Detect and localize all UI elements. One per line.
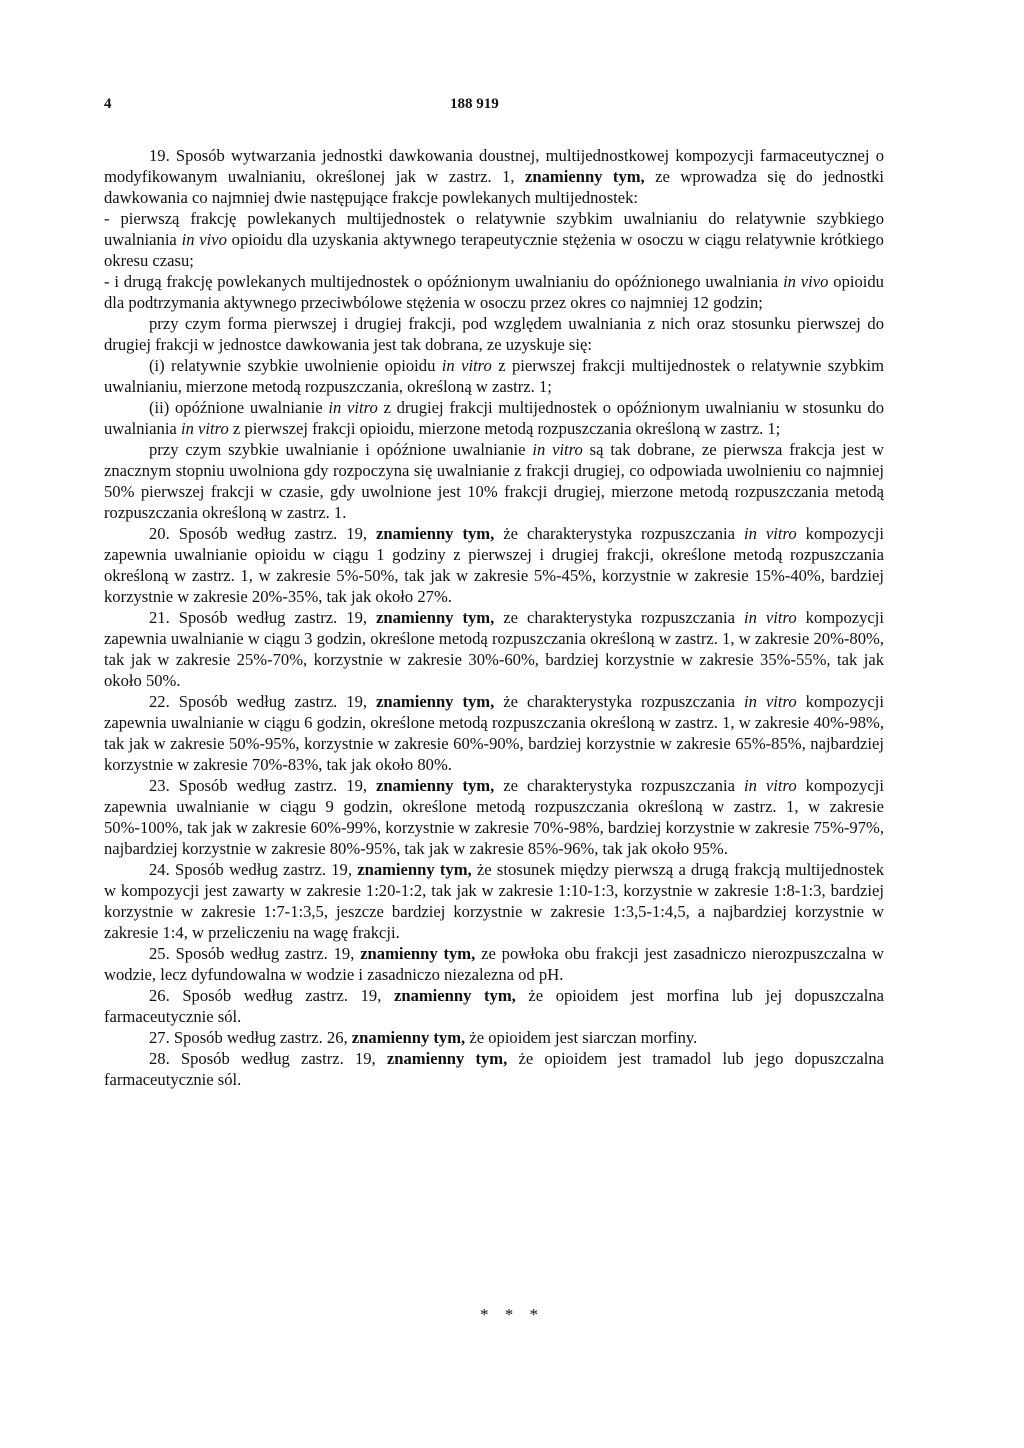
claim-24: 24. Sposób według zastrz. 19, znamienny tym, że stosunek między pierwszą a drugą frakcją multijednostek w kompozycji jest zawarty w zakresie 1:20-1:2, tak jak w zakresie 1:10-1:3, korzystnie w zakresie 1:8-1:3, bardziej korzystnie w zakresie 1:7-1:3,5, jeszcze bardziej korzystnie w zakresie 1:3,5-1:4,5, a najbardziej korzystnie w zakresie 1:4, w przeliczeniu na wagę frakcji. bbox=[104, 860, 884, 942]
claims-text bbox=[104, 145, 884, 1090]
claim-20: 20. Sposób według zastrz. 19, znamienny tym, że charakterystyka rozpuszczania in vitro kompozycji zapewnia uwalnianie opioidu w ciągu 1 godziny z pierwszej i drugiej frakcji, określone metodą rozpuszczania określoną w zastrz. 1, w zakresie 5%-50%, tak jak w zakresie 5%-45%, korzystnie w zakresie 15%-40%, bardziej korzystnie w zakresie 20%-35%, tak jak około 27%. bbox=[104, 524, 884, 606]
claim-27: 27. Sposób według zastrz. 26, znamienny tym, że opioidem jest siarczan morfiny. bbox=[149, 1028, 698, 1047]
claim-19-release-ii: (ii) opóźnione uwalnianie in vitro z drugiej frakcji multijednostek o opóźnionym uwalnianiu w stosunku do uwalniania in vitro z pierwszej frakcji opioidu, mierzone metodą rozpuszczania określoną w zastrz. 1; bbox=[104, 398, 884, 438]
page-number: 4 bbox=[104, 96, 112, 112]
claim-19-form-selection: przy czym forma pierwszej i drugiej frakcji, pod względem uwalniania z nich oraz stosunku pierwszej do drugiej frakcji w jednostce dawkowania jest tak dobrana, ze uzyskuje się: bbox=[104, 314, 884, 354]
claim-19-intro: 19. Sposób wytwarzania jednostki dawkowania doustnej, multijednostkowej kompozycji farmaceutycznej o modyfikowanym uwalnianiu, określonej jak w zastrz. 1, znamienny tym, ze wprowadza się do jednostki dawkowania co najmniej dwie następujące frakcje powlekanych multijednostek: bbox=[104, 146, 885, 207]
claim-23: 23. Sposób według zastrz. 19, znamienny tym, ze charakterystyka rozpuszczania in vitro kompozycji zapewnia uwalnianie w ciągu 9 godzin, określone metodą rozpuszczania określoną w zastrz. 1, w zakresie 50%-100%, tak jak w zakresie 60%-99%, korzystnie w zakresie 70%-98%, bardziej korzystnie w zakresie 75%-97%, najbardziej korzystnie w zakresie 80%-95%, tak jak w zakresie 85%-96%, tak jak około 95%. bbox=[104, 776, 884, 858]
claim-26: 26. Sposób według zastrz. 19, znamienny tym, że opioidem jest morfina lub jej dopuszczalna farmaceutycznie sól. bbox=[104, 986, 885, 1026]
claim-19-release-i: (i) relatywnie szybkie uwolnienie opioidu in vitro z pierwszej frakcji multijednostek o relatywnie szybkim uwalnianiu, mierzone metodą rozpuszczania, określoną w zastrz. 1; bbox=[104, 356, 885, 396]
claim-19-release-conditions: przy czym szybkie uwalnianie i opóźnione uwalnianie in vitro są tak dobrane, ze pierwsza frakcja jest w znacznym stopniu uwolniona gdy rozpoczyna się uwalnianie z frakcji drugiej, co odpowiada uwolnieniu co najmniej 50% pierwszej frakcji w czasie, gdy uwolnione jest 10% frakcji drugiej, mierzone metodą rozpuszczania metodą rozpuszczania określoną w zastrz. 1. bbox=[104, 440, 884, 522]
claim-19-first-fraction: - pierwszą frakcję powlekanych multijednostek o relatywnie szybkim uwalnianiu do relatywnie szybkiego uwalniania in vivo opioidu dla uzyskania aktywnego terapeutycznie stężenia w osoczu w ciągu relatywnie krótkiego okresu czasu; bbox=[104, 209, 884, 270]
document-number: 188 919 bbox=[450, 96, 499, 112]
end-mark: * * * bbox=[480, 1305, 544, 1324]
claim-22: 22. Sposób według zastrz. 19, znamienny tym, że charakterystyka rozpuszczania in vitro kompozycji zapewnia uwalnianie w ciągu 6 godzin, określone metodą rozpuszczania określoną w zastrz. 1, w zakresie 40%-98%, tak jak w zakresie 50%-95%, korzystnie w zakresie 60%-90%, bardziej korzystnie w zakresie 65%-85%, najbardziej korzystnie w zakresie 70%-83%, tak jak około 80%. bbox=[104, 692, 884, 774]
claim-28: 28. Sposób według zastrz. 19, znamienny tym, że opioidem jest tramadol lub jego dopuszczalna farmaceutycznie sól. bbox=[104, 1049, 885, 1089]
claim-19-second-fraction: - i drugą frakcję powlekanych multijednostek o opóźnionym uwalnianiu do opóźnionego uwalniania in vivo opioidu dla podtrzymania aktywnego przeciwbólowe stężenia w osoczu przez okres co najmniej 12 godzin; bbox=[104, 272, 884, 312]
claim-21: 21. Sposób według zastrz. 19, znamienny tym, ze charakterystyka rozpuszczania in vitro kompozycji zapewnia uwalnianie w ciągu 3 godzin, określone metodą rozpuszczania określoną w zastrz. 1, w zakresie 20%-80%, tak jak w zakresie 25%-70%, korzystnie w zakresie 30%-60%, bardziej korzystnie w zakresie 35%-55%, tak jak około 50%. bbox=[104, 608, 884, 690]
claim-25: 25. Sposób według zastrz. 19, znamienny tym, ze powłoka obu frakcji jest zasadniczo nierozpuszczalna w wodzie, lecz dyfundowalna w wodzie i zasadniczo niezalezna od pH. bbox=[104, 944, 884, 984]
